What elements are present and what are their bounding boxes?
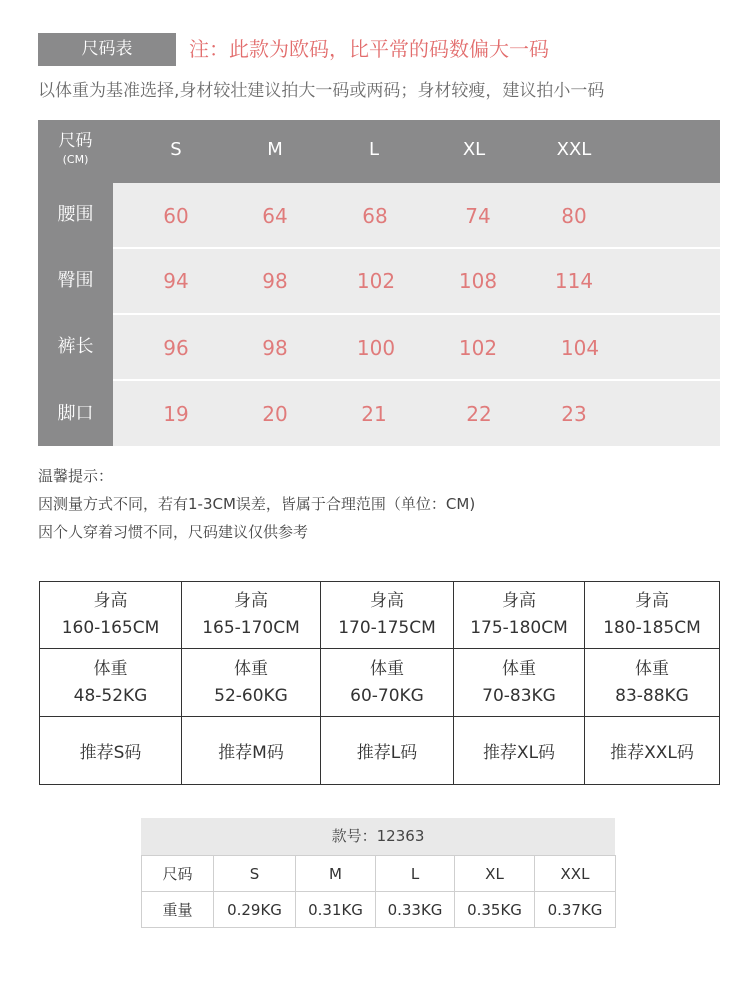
table-cell: S [214,856,296,892]
table-row [40,649,720,717]
style-number: 款号：12363 [141,818,615,855]
table-cell: 体重 48-52KG [40,649,182,717]
table-row [142,892,616,928]
tips-section [38,462,475,546]
tips-line: 因个人穿着习惯不同，尺码建议仅供参考 [38,523,309,541]
table-cell: 102 [356,269,396,293]
table-cell: 推荐L码 [321,717,454,785]
table-cell: 98 [262,336,288,360]
tips-line: 因测量方式不同，若有1-3CM误差，皆属于合理范围（单位：CM) [38,495,476,513]
corner-label: 尺码 [58,131,93,151]
table-cell: 104 [560,336,600,360]
size-chart-tag: 尺码表 [38,33,176,66]
table-cell: 推荐S码 [40,717,182,785]
table-cell: 身高 180-185CM [585,582,720,649]
table-cell: 体重 60-70KG [321,649,454,717]
table-cell: 64 [262,204,288,228]
table-cell: L [376,856,455,892]
table-cell: 尺码 [142,856,214,892]
row-label-hem: 脚口 [57,403,94,424]
table-cell: 身高 175-180CM [454,582,585,649]
weight-grid [141,855,616,928]
table-cell: 94 [163,269,189,293]
row-label-waist: 腰围 [57,204,94,225]
table-cell: M [296,856,376,892]
product-weight-table [141,818,615,928]
table-cell: 体重 83-88KG [585,649,720,717]
sizing-note: 注：此款为欧码，比平常的码数偏大一码 [189,37,549,61]
size-header-s: S [170,139,182,160]
size-header-m: M [267,139,283,160]
table-cell: XXL [535,856,616,892]
table-cell: 100 [356,336,396,360]
table-cell: 22 [466,402,492,426]
table-cell: 80 [561,204,587,228]
table-cell: 68 [362,204,388,228]
table-row [40,582,720,649]
table-cell: 20 [262,402,288,426]
table-cell: 0.33KG [376,892,455,928]
table-cell: 0.37KG [535,892,616,928]
tips-title: 温馨提示： [38,467,114,485]
table-cell: 23 [561,402,587,426]
table-cell: 102 [458,336,498,360]
row-label-length: 裤长 [57,336,94,357]
table-cell: 推荐XL码 [454,717,585,785]
corner-unit: (CM) [62,153,89,166]
table-cell: 体重 52-60KG [182,649,321,717]
table-cell: 0.29KG [214,892,296,928]
table-cell: 21 [361,402,387,426]
table-cell: 19 [163,402,189,426]
table-cell: 108 [458,269,498,293]
size-chart [38,120,720,446]
table-cell: 推荐M码 [182,717,321,785]
table-cell: 身高 165-170CM [182,582,321,649]
size-header-xxl: XXL [556,139,592,160]
table-cell: 推荐XXL码 [585,717,720,785]
sizing-advice: 以体重为基准选择,身材较壮建议拍大一码或两码；身材较瘦，建议拍小一码 [38,81,605,101]
table-cell: 98 [262,269,288,293]
table-cell: 114 [554,269,594,293]
table-cell: 60 [163,204,189,228]
table-cell: 96 [163,336,189,360]
table-cell: 0.31KG [296,892,376,928]
table-cell: 重量 [142,892,214,928]
corner-cell [38,130,113,168]
table-cell: 身高 170-175CM [321,582,454,649]
table-cell: 0.35KG [455,892,535,928]
table-cell: 体重 70-83KG [454,649,585,717]
table-cell: XL [455,856,535,892]
table-cell: 74 [465,204,491,228]
row-label-hip: 臀围 [57,270,94,291]
size-recommendation-table [39,581,720,785]
table-row [142,856,616,892]
table-row [40,717,720,785]
table-cell: 身高 160-165CM [40,582,182,649]
size-header-l: L [368,139,380,160]
size-header-xl: XL [462,139,486,160]
